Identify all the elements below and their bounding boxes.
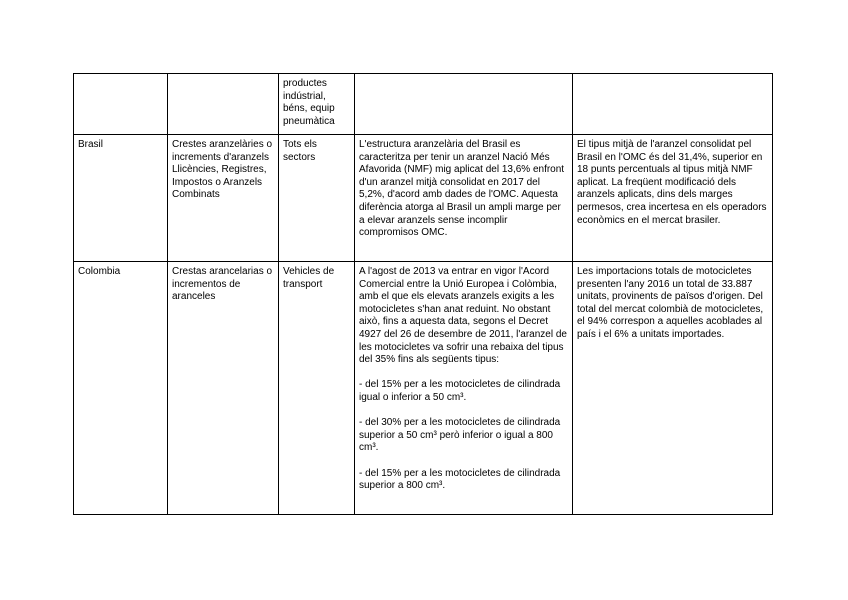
instrument-cell: Crestas arancelarias o incrementos de aranceles [168, 262, 279, 515]
description-paragraph: A l'agost de 2013 va entrar en vigor l'Acord Comercial entre la Unió Europea i Colòmbia, amb el que els elevats aranzels exigits a les motocicletes s'han anat reduint. No obstant això, fins a aquesta data, segons el Decret 4927 del 26 de desembre de 2011, l'aranzel de les motocicletes va sofrir una rebaixa del tipus del 35% fins als següents tipus: [359, 266, 567, 366]
observations-cell [573, 74, 773, 135]
table-row [74, 135, 773, 262]
instrument-cell [168, 74, 279, 135]
observations-cell: El tipus mitjà de l'aranzel consolidat pel Brasil en l'OMC és del 31,4%, superior en 18 punts percentuals al tipus mitjà NMF aplicat. La freqüent modificació dels aranzels aplicats, dins dels marges permesos, crea incertesa en els operadors econòmics en el mercat brasiler. [573, 135, 773, 262]
sector-cell: productes indústrial, béns, equip pneumàtica [279, 74, 355, 135]
description-cell [355, 74, 573, 135]
table-row [74, 74, 773, 135]
country-cell: Colombia [74, 262, 168, 515]
observations-cell: Les importacions totals de motocicletes presenten l'any 2016 un total de 33.887 unitats, provinents de països d'origen. Del total del mercat colombià de motocicletes, el 94% correspon a aquelles acoblades al país i el 6% a unitats importades. [573, 262, 773, 515]
description-paragraph: L'estructura aranzelària del Brasil es caracteritza per tenir un aranzel Nació Més Afavorida (NMF) mig aplicat del 13,6% enfront d'un aranzel mitjà consolidat en 2017 del 5,2%, d'acord amb dades de l'OMC. Aquesta diferència atorga al Brasil un ampli marge per a elevar aranzels sense incomplir compromisos OMC. [359, 139, 565, 239]
description-bullet: - del 30% per a les motocicletes de cilindrada superior a 50 cm³ però inferior o igual a 800 cm³. [359, 417, 561, 454]
sector-cell: Vehicles de transport [279, 262, 355, 515]
sector-cell: Tots els sectors [279, 135, 355, 262]
description-bullet: - del 15% per a les motocicletes de cilindrada superior a 800 cm³. [359, 467, 561, 492]
instrument-cell: Crestes aranzelàries o increments d'aranzels Llicències, Registres, Impostos o Aranzels Combinats [168, 135, 279, 262]
table-row [74, 262, 773, 515]
description-bullet: - del 15% per a les motocicletes de cilindrada igual o inferior a 50 cm³. [359, 379, 561, 403]
country-cell [74, 74, 168, 135]
country-cell: Brasil [74, 135, 168, 262]
description-cell [355, 135, 573, 262]
description-cell [355, 262, 573, 515]
barriers-table [73, 73, 773, 515]
